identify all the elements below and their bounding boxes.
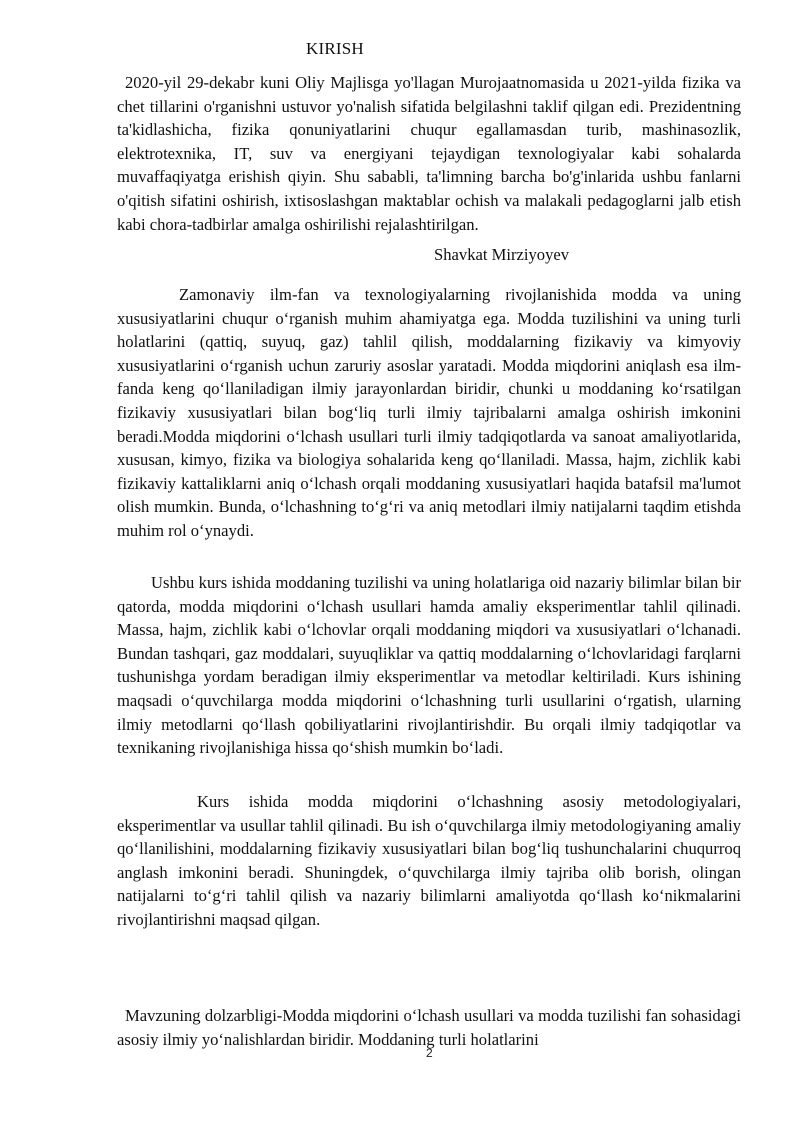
quote-author: Shavkat Mirziyoyev bbox=[434, 245, 570, 264]
intro-paragraph-2: Ushbu kurs ishida moddaning tuzilishi va uning holatlariga oid nazariy bilimlar bilan bir qatorda, modda miqdorini o‘lchash usullari hamda amaliy eksperimentlar tahlil qilinadi. Massa, hajm, zichlik kabi o‘lchovlar orqali moddaning miqdori va xususiyatlari o‘lchanadi. Bundan tashqari, gaz moddalari, suyuqliklar va qattiq moddalarning o‘lchovlaridagi farqlarni tushunishga yordam beradigan ilmiy eksperimentlar va metodlar keltiriladi. Kurs ishining maqsadi o‘quvchilarga modda miqdorini o‘lchashning turli usullarini o‘rgatish, ularning ilmiy metodlarni qo‘llash qobiliyatlarini rivojlantirishdir. Bu orqali ilmiy tadqiqotlar va texnikaning rivojlanishiga hissa qo‘shish mumkin bo‘ladi. bbox=[117, 573, 741, 758]
relevance-paragraph: Mavzuning dolzarbligi-Modda miqdorini o‘lchash usullari va modda tuzilishi fan sohasidagi asosiy ilmiy yo‘nalishlardan biridir. Moddaning turli holatlarini bbox=[117, 1006, 741, 1049]
section-heading: KIRISH bbox=[306, 39, 364, 58]
page-number: 2 bbox=[426, 1046, 433, 1060]
intro-paragraph-3: Kurs ishida modda miqdorini o‘lchashning asosiy metodologiyalari, eksperimentlar va usullar tahlil qilinadi. Bu ish o‘quvchilarga ilmiy metodologiyaning amaliy qo‘llanilishini, moddalarning fizikaviy xususiyatlari bilan bog‘liq tushunchalarini chuqurroq anglash imkonini beradi. Shuningdek, o‘quvchilarga ilmiy tajriba olib borish, olingan natijalarni to‘g‘ri tahlil qilish va nazariy bilimlarni amaliyotda qo‘llash ko‘nikmalarini rivojlantirishni maqsad qilgan. bbox=[117, 792, 741, 929]
intro-paragraph-1: Zamonaviy ilm-fan va texnologiyalarning rivojlanishida modda va uning xususiyatlarini chuqur o‘rganish muhim ahamiyatga ega. Modda tuzilishini va uning turli holatlarini (qattiq, suyuq, gaz) tahlil qilish, moddalarning fizikaviy va kimyoviy xususiyatlarini o‘rganish uchun zaruriy asoslar yaratadi. Modda miqdorini aniqlash esa ilm-fanda keng qo‘llaniladigan ilmiy jarayonlardan biridir, chunki u moddaning ko‘rsatilgan fizikaviy xususiyatlari bilan bog‘liq turli ilmiy tajribalarni amalga oshirish imkonini beradi.Modda miqdorini o‘lchash usullari turli ilmiy tadqiqotlarda va sanoat amaliyotlarida, xususan, kimyo, fizika va biologiya sohalarida keng qo‘llaniladi. Massa, hajm, zichlik kabi fizikaviy kattaliklarni aniq o‘lchash orqali moddaning xususiyatlari haqida batafsil ma'lumot olish mumkin. Bunda, o‘lchashning to‘g‘ri va aniq metodlari ilmiy natijalarni taqdim etishda muhim rol o‘ynaydi. bbox=[117, 285, 741, 540]
presidential-quote-paragraph: 2020-yil 29-dekabr kuni Oliy Majlisga yo'llagan Murojaatnomasida u 2021-yilda fizika va chet tillarini o'rganishni ustuvor yo'nalish sifatida belgilashni taklif qilgan edi. Prezidentning ta'kidlashicha, fizika qonuniyatlarini chuqur egallamasdan turib, mashinasozlik, elektrotexnika, IT, suv va energiyani tejaydigan texnologiyalar kabi sohalarda muvaffaqiyatga erishish qiyin. Shu sababli, ta'limning barcha bo'g'inlarida ushbu fanlarni o'qitish sifatini oshirish, ixtisoslashgan maktablar ochish va malakali pedagoglarni jalb etish kabi chora-tadbirlar amalga oshirilishi rejalashtirilgan. bbox=[117, 73, 741, 234]
